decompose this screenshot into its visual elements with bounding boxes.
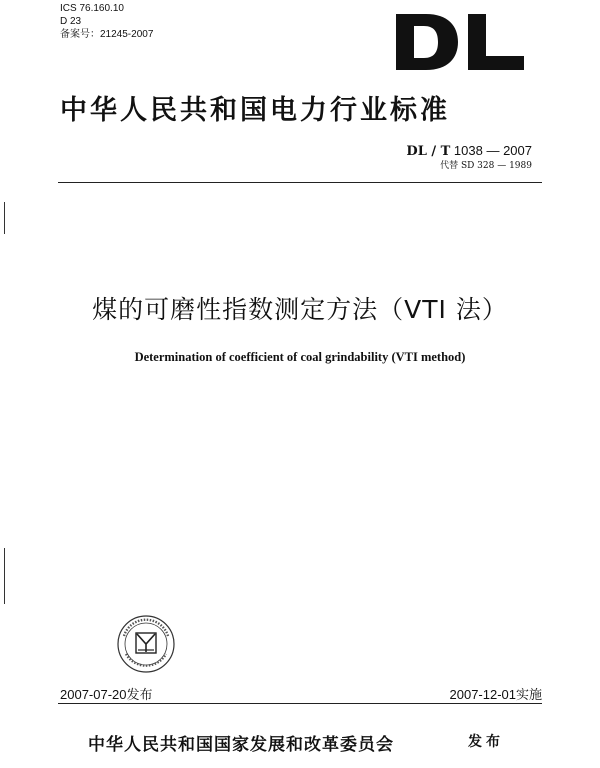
document-title-en: Determination of coefficient of coal grindability (VTI method) (134, 350, 466, 364)
class-code: D 23 (60, 16, 82, 27)
issue-date: 2007-07-20发布 (60, 687, 153, 702)
record-number: 备案号：21245-2007 (60, 29, 154, 40)
effective-date: 2007-12-01实施 (449, 687, 542, 702)
top-divider (58, 182, 542, 183)
publisher-seal-icon (116, 614, 176, 674)
ics-code: ICS 76.160.10 (60, 3, 124, 14)
header-meta (60, 2, 153, 41)
standard-number-year: 1038 — 2007 (450, 143, 532, 158)
industry-standard-title: 中华人民共和国电力行业标准 (60, 95, 450, 126)
standard-number-prefix: DL / T (406, 144, 451, 159)
scan-edge-mark (4, 202, 5, 234)
dl-logo-letter-d (396, 14, 458, 70)
dl-logo (396, 14, 524, 70)
document-title-cn: 煤的可磨性指数测定方法（VTI 法） (92, 295, 508, 324)
standard-number-block (406, 143, 532, 172)
bottom-divider (58, 703, 542, 704)
dl-logo-letter-l (468, 14, 524, 70)
issuing-authority: 中华人民共和国国家发展和改革委员会 (88, 735, 394, 755)
replaces-standard: 代替 SD 328 — 1989 (440, 161, 532, 171)
issuer-action-label: 发布 (468, 734, 504, 750)
scan-edge-mark (4, 548, 5, 604)
standard-number (406, 143, 532, 160)
